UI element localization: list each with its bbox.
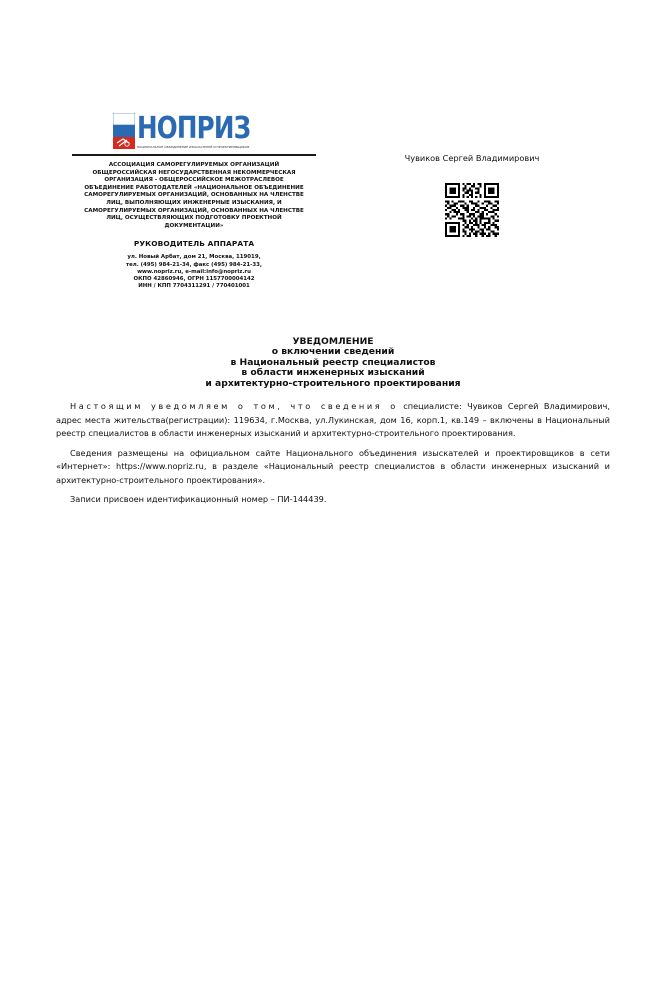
title-line-5: и архитектурно-строительного проектирования [205, 377, 461, 389]
russian-flag-emblem-icon [113, 113, 135, 149]
paragraph-publication: Сведения размещены на официальном сайте Национального объединения изыскателей и проектировщиков в сети «Интернет»: https://www.nopriz.ru, в разделе «Национальный реестр специалистов в области инженерных изысканий и архитектурно-строительного проектирования». [56, 447, 610, 485]
title-line-4: в области инженерных изысканий [241, 367, 425, 379]
title-line-1: УВЕДОМЛЕНИЕ [292, 336, 374, 347]
recipient-name: Чувиков Сергей Владимирович [404, 153, 540, 163]
title-line-2: о включении сведений [271, 346, 395, 358]
logo-subtitle: НАЦИОНАЛЬНОЕ ОБЪЕДИНЕНИЕ ИЗЫСКАТЕЛЕЙ И ПРОЕКТИРОВЩИКОВ [136, 144, 250, 149]
contact-phone: тел. (495) 984-21-34, факс (495) 984-21-33, [126, 261, 262, 268]
contact-web: www.nopriz.ru, e-mail:info@nopriz.ru [137, 268, 251, 275]
contact-inn: ИНН / КПП 7704311291 / 770401001 [138, 283, 250, 290]
nopriz-logo [72, 112, 316, 150]
paragraph-notification-rest: специалисте: Чувиков Сергей Владимирович, адрес места жительства(регистрации): 119634, г.Москва, ул.Лукинская, дом 16, корп.1, кв.149 – включены в Национальный реестр специалистов в области инженерных изысканий и архитектурно-строительного проектирования. [56, 401, 610, 438]
contact-okpo: ОКПО 42860946, ОГРН 1157700004142 [133, 275, 255, 282]
paragraph-identifier: Записи присвоен идентификационный номер – ПИ-144439. [70, 494, 327, 504]
qr-code-icon [445, 183, 499, 237]
paragraph-notification-lead: Настоящим уведомляем о том, что сведения о [70, 401, 398, 411]
letterhead [72, 112, 316, 290]
title-line-3: в Национальный реестр специалистов [230, 356, 436, 368]
position-title: РУКОВОДИТЕЛЬ АППАРАТА [133, 239, 255, 249]
logo-wordmark: НОПРИЗ [136, 110, 251, 146]
organization-name: АССОЦИАЦИЯ САМОРЕГУЛИРУЕМЫХ ОРГАНИЗАЦИЙ ОБЩЕРОССИЙСКАЯ НЕГОСУДАРСТВЕННАЯ НЕКОММЕРЧЕСКАЯ ОРГАНИЗАЦИЯ - ОБЩЕРОССИЙСКОЕ МЕЖОТРАСЛЕВОЕ ОБЪЕДИНЕНИЕ РАБОТОДАТЕЛЕЙ «НАЦИОНАЛЬНОЕ ОБЪЕДИНЕНИЕ САМОРЕГУЛИРУЕМЫХ ОРГАНИЗАЦИЙ, ОСНОВАННЫХ НА ЧЛЕНСТВЕ ЛИЦ, ВЫПОЛНЯЮЩИХ ИНЖЕНЕРНЫЕ ИЗЫСКАНИЯ, И САМОРЕГУЛИРУЕМЫХ ОРГАНИЗАЦИЙ, ОСНОВАННЫХ НА ЧЛЕНСТВЕ ЛИЦ, ОСУЩЕСТВЛЯЮЩИХ ПОДГОТОВКУ ПРОЕКТНОЙ ДОКУМЕНТАЦИИ» [84, 162, 304, 229]
paragraph-notification [56, 400, 610, 441]
document-body [56, 400, 610, 513]
recipient-block [372, 152, 572, 237]
contact-block [72, 254, 316, 290]
document-title [60, 337, 606, 389]
contact-address: ул. Новый Арбат, дом 21, Москва, 119019, [127, 254, 261, 261]
header-divider [72, 154, 316, 156]
